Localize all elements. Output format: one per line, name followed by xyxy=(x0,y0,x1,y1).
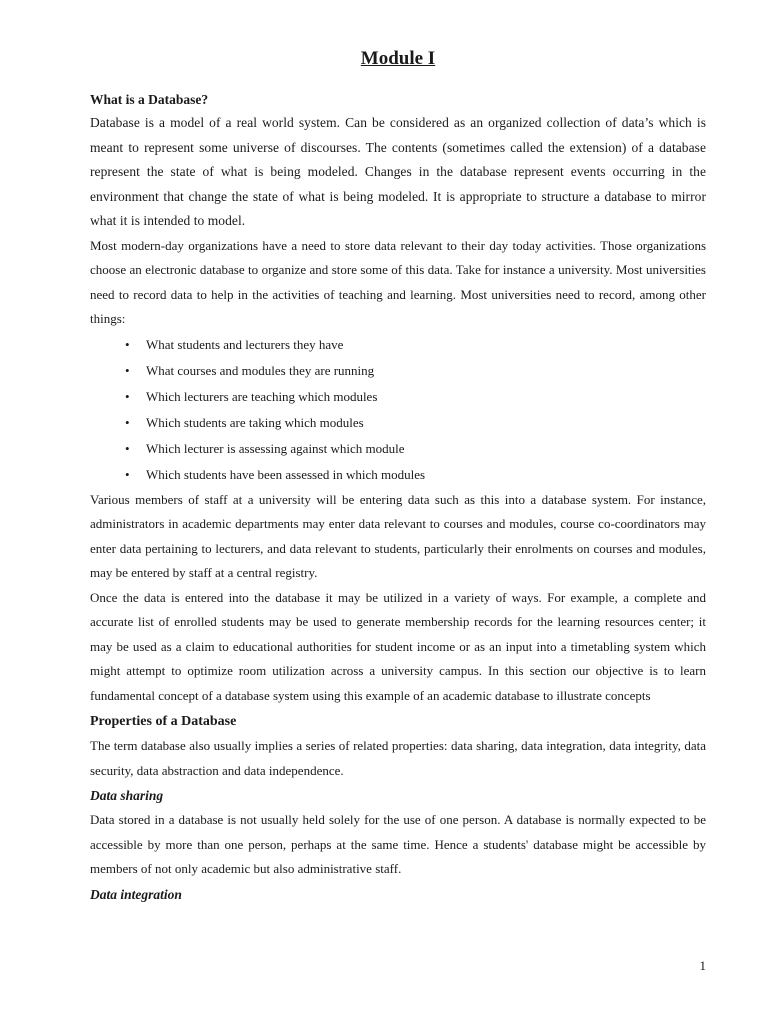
list-item xyxy=(90,410,706,436)
university-records-list xyxy=(90,332,706,488)
paragraph: Most modern-day organizations have a need to store data relevant to their day today activities. Those organizations choose an electronic database to organize and store some of this data. Take for instance a university. Most universities need to record data to help in the activities of teaching and learning. Most universities need to record, among other things: xyxy=(90,237,706,326)
bullet-icon: • xyxy=(125,466,130,482)
list-item xyxy=(90,462,706,488)
list-item xyxy=(90,358,706,384)
paragraph: Database is a model of a real world system. Can be considered as an organized collection of data’s which is meant to represent some universe of discourses. The contents (sometimes called the extension) of a database represent the state of what is being modeled. Changes in the database represent events occurring in the environment that change the state of what is being modeled. It is appropriate to structure a database to mirror what it is intended to model. xyxy=(90,115,706,228)
section-heading-properties: Properties of a Database xyxy=(90,714,237,729)
list-item xyxy=(90,384,706,410)
list-item-text: What courses and modules they are running xyxy=(146,362,375,378)
list-item-text: Which lecturers are teaching which modules xyxy=(146,388,378,404)
document-page xyxy=(90,46,706,907)
bullet-icon: • xyxy=(125,362,130,378)
section-heading-what-is-database: What is a Database? xyxy=(90,92,209,107)
paragraph: The term database also usually implies a series of related properties: data sharing, data integration, data integrity, data security, data abstraction and data independence. xyxy=(90,738,706,778)
list-item-text: Which students are taking which modules xyxy=(146,414,364,430)
list-item xyxy=(90,332,706,358)
page-number: 1 xyxy=(699,958,706,973)
section-heading-data-sharing: Data sharing xyxy=(90,788,164,803)
section-heading-data-integration: Data integration xyxy=(90,886,182,902)
list-item xyxy=(90,436,706,462)
list-item-text: Which students have been assessed in which modules xyxy=(146,466,426,482)
module-title: Module I xyxy=(360,48,436,69)
list-item-text: What students and lecturers they have xyxy=(146,336,344,352)
bullet-icon: • xyxy=(125,388,130,404)
paragraph: Data stored in a database is not usually held solely for the use of one person. A database is normally expected to be accessible by more than one person, perhaps at the same time. Hence a students' database might be accessible by members of not only academic but also administrative staff. xyxy=(90,812,706,876)
bullet-icon: • xyxy=(125,414,130,430)
paragraph: Various members of staff at a university will be entering data such as this into a database system. For instance, administrators in academic departments may enter data relevant to courses and modules, course co-coordinators may enter data pertaining to lecturers, and data relevant to students, particularly their enrolments on courses and modules, may be entered by staff at a central registry. xyxy=(90,491,706,580)
paragraph: Once the data is entered into the database it may be utilized in a variety of ways. For example, a complete and accurate list of enrolled students may be used to generate membership records for the learning resources center; it may be used as a claim to educational authorities for student income or as an input into a timetabling system which might attempt to optimize room utilization across a university campus. In this section our objective is to learn fundamental concept of a database system using this example of an academic database to illustrate concepts xyxy=(90,589,706,703)
bullet-icon: • xyxy=(125,440,130,456)
bullet-icon: • xyxy=(125,336,130,352)
list-item-text: Which lecturer is assessing against which module xyxy=(146,440,405,456)
